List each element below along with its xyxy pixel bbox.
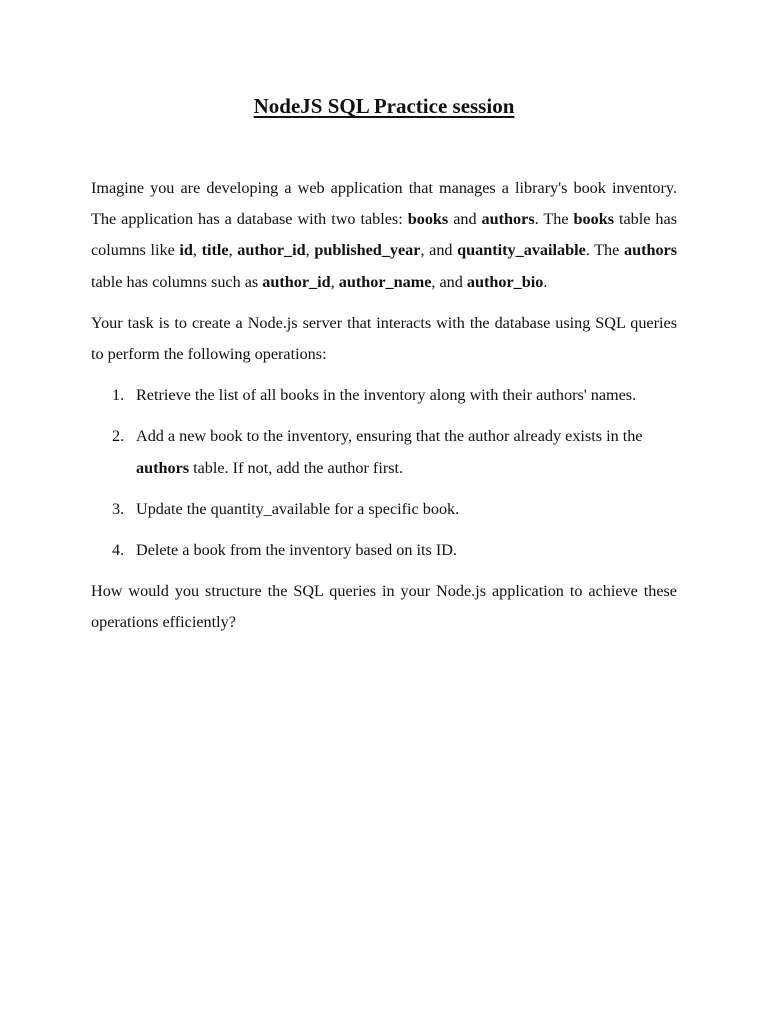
text-run: , and <box>431 272 467 291</box>
text-run: Retrieve the list of all books in the inventory along with their authors' names. <box>136 386 637 405</box>
operation-item <box>91 494 677 525</box>
text-run: Add a new book to the inventory, ensuring that the author already exists in the <box>136 427 643 446</box>
operation-item <box>91 380 677 411</box>
text-run: . The <box>534 210 574 229</box>
bold-term: authors <box>136 458 190 477</box>
text-run: , <box>192 241 202 260</box>
text-run: , <box>228 241 238 260</box>
text-run: table. If not, add the author first. <box>189 458 404 477</box>
bold-term: authors <box>623 241 678 260</box>
bold-term: author_bio <box>466 272 544 291</box>
text-run: table has columns like <box>91 210 678 260</box>
bold-term: books <box>573 210 615 229</box>
text-run: . <box>543 272 548 291</box>
task-paragraph: Your task is to create a Node.js server that interacts with the database using SQL queries to perform the following operations: <box>91 313 677 364</box>
operation-item <box>91 421 677 483</box>
text-run: and <box>448 210 482 229</box>
bold-term: author_name <box>338 272 432 291</box>
text-run: Delete a book from the inventory based on its ID. <box>136 541 457 560</box>
bold-term: title <box>201 241 229 260</box>
bold-term: author_id <box>237 241 306 260</box>
bold-term: quantity_available <box>457 241 586 260</box>
text-run: Imagine you are developing a web application that manages a library's book inventory. The application has a database with two tables: <box>91 179 677 229</box>
bold-term: authors <box>481 210 535 229</box>
operation-number: 3. <box>112 499 125 518</box>
operation-number: 2. <box>112 427 125 446</box>
text-run: , <box>330 272 339 291</box>
document-title: NodeJS SQL Practice session <box>253 94 515 118</box>
text-run: , <box>305 241 315 260</box>
bold-term: author_id <box>262 272 331 291</box>
bold-term: books <box>407 210 449 229</box>
bold-term: published_year <box>314 241 421 260</box>
text-run: table has columns such as <box>91 272 263 291</box>
text-run: Update the quantity_available for a specific book. <box>136 499 460 518</box>
operations-list <box>91 380 677 566</box>
bold-term: id <box>179 241 193 260</box>
operation-number: 1. <box>112 386 125 405</box>
intro-paragraph <box>91 173 677 298</box>
text-run: . The <box>585 241 624 260</box>
text-run: , and <box>420 241 458 260</box>
operation-number: 4. <box>112 541 125 560</box>
operation-item <box>91 535 677 566</box>
question-paragraph: How would you structure the SQL queries in your Node.js application to achieve these operations efficiently? <box>91 582 677 632</box>
